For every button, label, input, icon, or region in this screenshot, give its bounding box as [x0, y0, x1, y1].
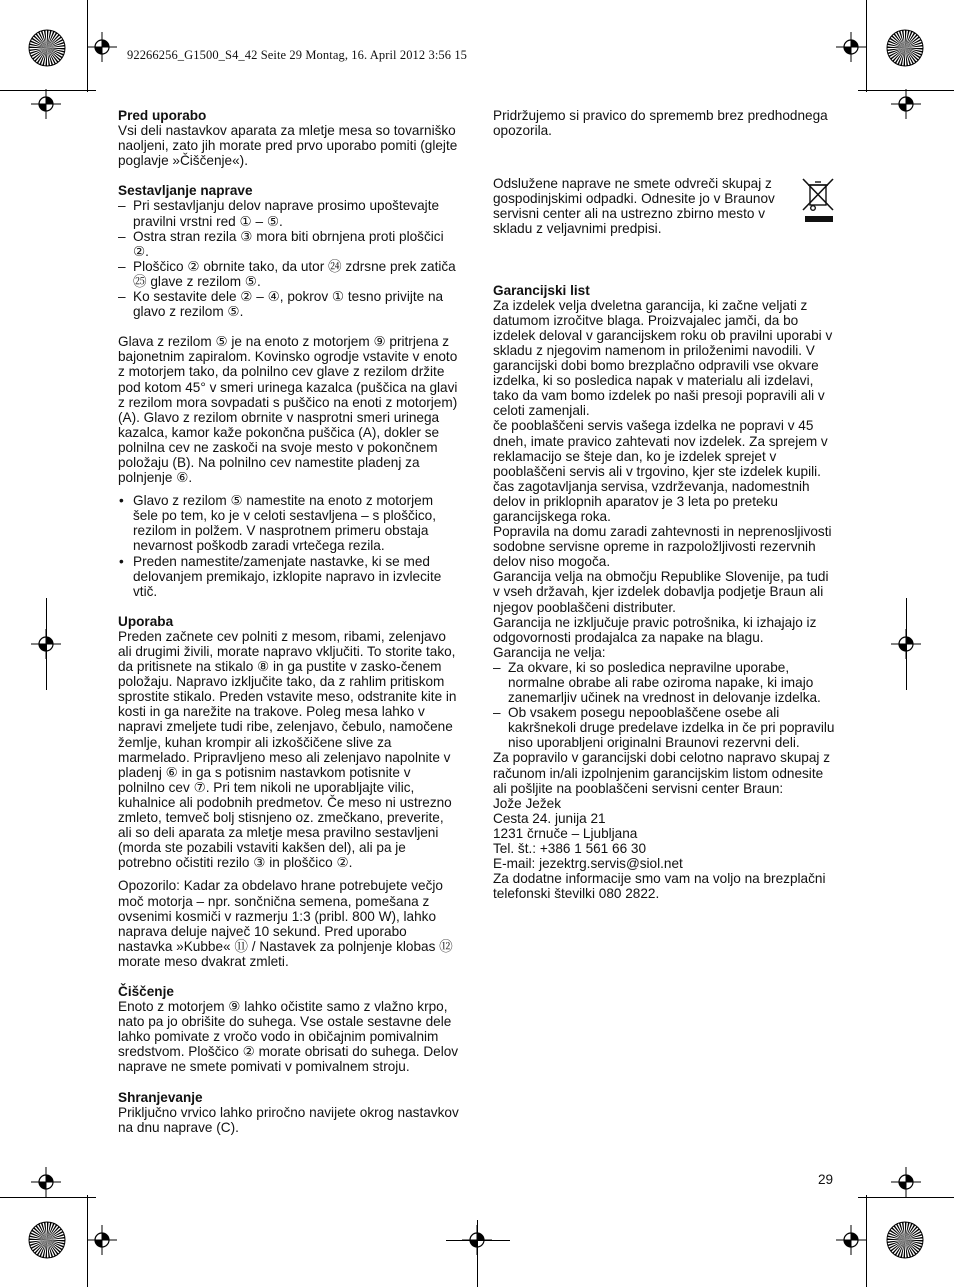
pred-uporabo-text: Vsi deli nastavkov aparata za mletje mesa so tovarniško naoljeni, zato jih morate pred prvo uporabo pomiti (glejte poglavje »Čiščenje«).: [118, 123, 458, 169]
starburst-registration-icon: [28, 29, 66, 67]
disposal-notice: [493, 176, 838, 236]
right-column: [493, 108, 838, 901]
garancija-paragraph: Garancija velja na območju Republike Slovenije, pa tudi v vseh državah, kjer izdelek dobavlja podjetje Braun ali njegov pooblaščeni distributer.: [493, 569, 829, 615]
exclusions-list: [493, 660, 838, 751]
uporaba-text: Preden začnete cev polniti z mesom, ribami, zelenjavo ali drugimi živili, morate napravo vključiti. To storite tako, da pritisnete na stikalo ⑧ in ga pustite v zasko-čenem položaju. Napravo izključite tako, da z rahlim pritiskom sprostite stikalo. Preden vstavite meso, odstranite kite in kosti in ga narežite na trakove. Poleg mesa lahko v napravi zmeljete tudi ribe, zelenjavo, čebulo, namočene žemlje, kuhan krompir ali izkoščičene slive za marmelado. Pripravljeno meso ali zelenjavo napolnite v pladenj ⑥ in ga s potisnim nastavkom potisnite v polnilno cev ⑦. Pri tem nikoli ne uporabljajte vilic, kuhalnice ali podobnih predmetov. Če meso ni ustrezno zmleto, temveč bolj stisnjeno oz. zmečkano, preverite, ali so deli aparata za mletje mesa pravilno sestavljeni (morda ste pozabili vstaviti kakšen del), ali pa je potrebno očistiti rezilo ③ in ploščico ②.: [118, 628, 457, 871]
list-item: • Preden namestite/zamenjate nastavke, ki se med delovanjem premikajo, izklopite napravo in izvlecite vtič.: [118, 554, 460, 599]
address-line: Tel. št.: +386 1 561 66 30: [493, 841, 647, 857]
crosshair-registration-icon: [31, 1167, 61, 1197]
left-column: [118, 108, 460, 1135]
crosshair-registration-icon: [891, 1167, 921, 1197]
list-item: – Pri sestavljanju delov naprave prosimo upoštevajte pravilni vrstni red ① – ⑤.: [118, 198, 460, 228]
assembly-paragraph: Glava z rezilom ⑤ je na enoto z motorjem ⑨ pritrjena z bajonetnim zapiralom. Kovinsko ogrodje vstavite v enoto z motorjem tako, da polnilno cev glave z rezilom držite pod kotom 45° v smeri urinega kazalca (puščica na glavi z rezilom mora sovpadati s puščico na enoti z motorjem) (A). Glavo z rezilom obrnite v nasprotni smeri urinega kazalca, kamor kaže pokončna puščica (A), dokler se polnilna cev ne zaskoči na svoje mesto v pokončnem položaju (B). Na polnilno cev namestite pladenj za polnjenje ⑥.: [118, 334, 458, 486]
section-heading-sestavljanje: Sestavljanje naprave: [118, 183, 253, 199]
garancija-paragraph: Garancija ne velja:: [493, 644, 606, 660]
section-heading-shranjevanje: Shranjevanje: [118, 1089, 203, 1105]
page-number: 29: [818, 1172, 834, 1187]
pravica-text: Pridržujemo si pravico do sprememb brez predhodnega opozorila.: [493, 108, 828, 139]
crop-mark-line: [866, 1195, 867, 1287]
crosshair-registration-icon: [31, 629, 61, 659]
crosshair-registration-icon: [836, 1225, 866, 1255]
garancija-info: Za dodatne informacije smo vam na voljo na brezplačni telefonski številki 080 2822.: [493, 871, 826, 902]
opozorilo-text: Opozorilo: Kadar za obdelavo hrane potrebujete večjo moč motorja – npr. sončnična semena, pomešana z ovsenimi kosmiči v razmerju 1:3 (pribl. 800 W), lahko naprava deluje največ 10 sekund. Pred uporabo nastavka »Kubbe« ⑪ / Nastavek za polnjenje klobas ⑫ morate meso dvakrat zmleti.: [118, 878, 453, 969]
crosshair-registration-icon: [31, 89, 61, 119]
crosshair-registration-icon: [891, 89, 921, 119]
crosshair-registration-icon: [87, 32, 117, 62]
crop-mark-line: [866, 0, 867, 92]
starburst-registration-icon: [886, 1221, 924, 1259]
starburst-registration-icon: [28, 1221, 66, 1259]
list-item: • Glavo z rezilom ⑤ namestite na enoto z motorjem šele po tem, ko je v celoti sestavljena – s ploščico, rezilom in polžem. V nasprotnem primeru obstaja nevarnost poškodb zaradi vrtečega rezila.: [118, 493, 460, 553]
disposal-text: Odslužene naprave ne smete odvreči skupaj z gospodinjskimi odpadki. Odnesite jo v Braunov servisni center ali na ustrezno zbirno mesto v skladu z veljavnimi predpisi.: [493, 176, 775, 237]
address-line: E-mail: jezektrg.servis@siol.net: [493, 856, 683, 872]
safety-bullets-list: [118, 493, 460, 599]
crossed-out-wheelie-bin-icon: [800, 176, 838, 226]
section-heading-ciscenje: Čiščenje: [118, 983, 174, 999]
crop-mark-line: [858, 1197, 954, 1198]
garancija-paragraph: čas zagotavljanja servisa, vzdrževanja, nadomestnih delov in priklopnih aparatov je 3 leta po preteku garancijskega roka.: [493, 478, 810, 524]
starburst-registration-icon: [886, 29, 924, 67]
crosshair-registration-icon: [836, 32, 866, 62]
garancija-closing: Za popravilo v garancijski dobi celotno napravo skupaj z računom in/ali izpolnjenim garancijskim listom odnesite ali pošljite na pooblaščeni servisni center Braun:: [493, 750, 831, 796]
assembly-steps-list: [118, 198, 460, 319]
garancija-paragraph: če pooblaščeni servis vašega izdelka ne popravi v 45 dneh, imate pravico zahtevati nov izdelek. Za sprejem v reklamacijo se šteje dan, ko je izdelek sprejet v pooblaščeni servis ali v trgovino, kjer ste izdelek kupili.: [493, 418, 828, 479]
list-item: – Ob vsakem posegu nepooblaščene osebe ali kakršnekoli druge predelave izdelka in če pri popravilu niso uporabljeni originalni Braunovi rezervni deli.: [493, 705, 838, 750]
crop-mark-line: [0, 1197, 96, 1198]
garancija-paragraph: Garancija ne izključuje pravic potrošnika, ki izhajajo iz odgovornosti prodajalca za napake na blagu.: [493, 614, 817, 645]
garancija-paragraph: Za izdelek velja dveletna garancija, ki začne veljati z datumom izročitve blaga. Proizvajalec jamči, da bo izdelek deloval v garancijskem roku ob pravilni uporabi v skladu z njegovim namenom in priloženimi navodili. V garancijski dobi bomo brezplačno odpravili vse okvare izdelka, ki so posledica napak v materialu ali izdelavi, tako da vam bomo izdelek po naši presoji popravili ali v celoti zamenjali.: [493, 297, 833, 419]
print-header: 92266256_G1500_S4_42 Seite 29 Montag, 16. April 2012 3:56 15: [127, 48, 468, 62]
address-line: 1231 črnuče – Ljubljana: [493, 825, 638, 841]
crosshair-registration-icon: [87, 1225, 117, 1255]
ciscenje-text: Enoto z motorjem ⑨ lahko očistite samo z vlažno krpo, nato pa jo obrišite do suhega. Vse ostale sestavne dele lahko pomivate z vročo vodo in običajnim pomivalnim sredstvom. Ploščico ② morate obrisati do suhega. Delov naprave ne smete pomivati v pomivalnem stroju.: [118, 999, 459, 1075]
section-heading-garancija: Garancijski list: [493, 282, 590, 298]
address-line: Cesta 24. junija 21: [493, 810, 606, 826]
list-item: – Ploščico ② obrnite tako, da utor ㉔ zdrsne prek zatiča ㉕ glave z rezilom ⑤.: [118, 259, 460, 289]
crosshair-registration-icon: [462, 1225, 492, 1255]
list-item: – Ko sestavite dele ② – ④, pokrov ① tesno privijte na glavo z rezilom ⑤.: [118, 289, 460, 319]
garancija-paragraph: Popravila na domu zaradi zahtevnosti in neprenosljivosti sodobne servisne opreme in razpoložljivosti rezervnih delov niso mogoča.: [493, 524, 832, 570]
crosshair-registration-icon: [891, 629, 921, 659]
list-item: – Ostra stran rezila ③ mora biti obrnjena proti ploščici ②.: [118, 229, 460, 259]
section-heading-uporaba: Uporaba: [118, 613, 174, 629]
shranjevanje-text: Priključno vrvico lahko priročno navijete okrog nastavkov na dnu naprave (C).: [118, 1104, 459, 1135]
section-heading-pred-uporabo: Pred uporabo: [118, 108, 207, 123]
list-item: – Za okvare, ki so posledica nepravilne uporabe, normalne obrabe ali rabe oziroma napake, ki imajo zanemarljiv učinek na vrednost in delovanje izdelka.: [493, 660, 838, 705]
address-line: Jože Ježek: [493, 795, 562, 811]
